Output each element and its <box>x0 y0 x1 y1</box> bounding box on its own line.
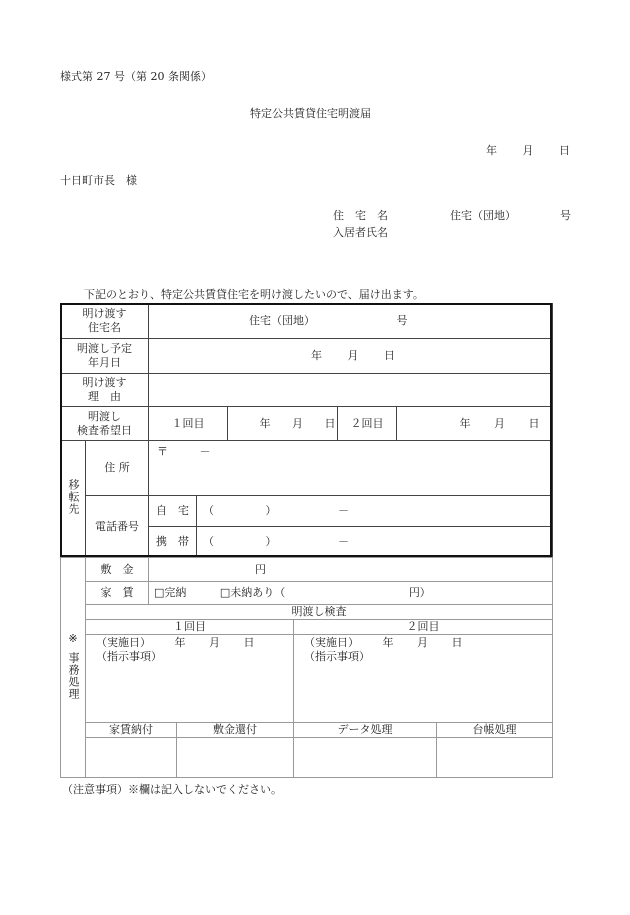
home-phone-label: 自 宅 <box>149 496 197 527</box>
row-reason-field[interactable] <box>149 374 553 407</box>
date-line <box>486 142 570 158</box>
second-day: 日 <box>528 416 540 430</box>
paid-option: □完納 <box>154 586 187 599</box>
address-field[interactable] <box>149 441 553 496</box>
moving-destination-label <box>61 441 86 558</box>
data-processing-header: データ処理 <box>294 723 437 738</box>
mobile-phone-label: 携 帯 <box>149 527 197 558</box>
label-line: 検査希望日 <box>77 423 132 437</box>
second-request-label: ２回目 <box>338 407 397 441</box>
mobile-phone-field[interactable] <box>197 527 553 558</box>
notice-text: （注意事項）※欄は記入しないでください。 <box>62 783 282 796</box>
ledger-processing-header: 台帳処理 <box>437 723 553 738</box>
inspection-second-header: ２回目 <box>294 620 553 635</box>
rent-field <box>149 582 553 605</box>
postal-dash: － <box>199 445 211 458</box>
label-line: 明渡し <box>88 409 121 423</box>
label-line: 明け渡す <box>82 307 127 320</box>
paren-open: （ <box>203 535 214 548</box>
label-line: 明け渡す <box>82 376 127 389</box>
rent-label: 家 賃 <box>86 582 149 605</box>
first-impl-day: 日 <box>243 636 255 649</box>
second-impl-day: 日 <box>451 636 463 649</box>
label-line: 住宅名 <box>88 321 121 334</box>
first-month: 月 <box>292 416 303 430</box>
home-phone-field[interactable] <box>197 496 553 527</box>
document-title: 特定公共賃貸住宅明渡届 <box>250 107 371 120</box>
statement: 下記のとおり、特定公共賃貸住宅を明け渡したいので、届け出ます。 <box>84 288 424 301</box>
phone-dash: － <box>338 535 349 548</box>
form-number: 様式第 27 号（第 20 条関係） <box>60 70 212 83</box>
rent-payment-cell <box>86 738 177 778</box>
planned-year: 年 <box>311 349 322 362</box>
planned-month: 月 <box>347 349 359 362</box>
inspection-second-detail <box>294 635 553 723</box>
row-inspection-label <box>61 407 149 441</box>
first-day: 日 <box>324 416 336 430</box>
second-month: 月 <box>494 416 506 430</box>
deposit-refund-header: 敷金還付 <box>177 723 294 738</box>
moving-destination-text: 移転先 <box>67 479 80 515</box>
deposit-label: 敷 金 <box>86 558 149 582</box>
office-use-table <box>60 557 553 778</box>
addressee: 十日町市長 様 <box>60 174 137 187</box>
inspection-first-header: １回目 <box>86 620 294 635</box>
application-form-table <box>60 303 553 558</box>
second-year: 年 <box>459 416 471 430</box>
instruction-label: （指示事項） <box>96 650 162 663</box>
resident-name-label: 入居者氏名 <box>333 226 388 239</box>
deposit-unit: 円 <box>255 562 266 576</box>
first-year: 年 <box>259 416 271 430</box>
first-impl-year: 年 <box>174 636 186 649</box>
housing-number-suffix: 号 <box>396 314 408 327</box>
office-use-label <box>61 558 86 778</box>
housing-value: 住宅（団地） <box>249 314 315 327</box>
inspection-header: 明渡し検査 <box>86 605 553 620</box>
date-month: 月 <box>522 144 534 157</box>
second-request-date[interactable] <box>397 407 553 441</box>
housing-name-value: 住宅（団地） <box>450 209 516 222</box>
paren-close: ） <box>265 535 277 548</box>
first-request-date[interactable] <box>228 407 338 441</box>
instruction-label: （指示事項） <box>304 650 370 663</box>
address-label: 住 所 <box>86 441 149 496</box>
implementation-label: （実施日） <box>304 636 359 649</box>
unpaid-option: □未納あり（ <box>219 586 286 599</box>
date-day: 日 <box>559 144 570 157</box>
date-year: 年 <box>486 144 497 157</box>
row-planned-date-label <box>61 339 149 374</box>
second-impl-month: 月 <box>417 636 428 649</box>
ledger-processing-cell <box>437 738 553 778</box>
second-impl-year: 年 <box>382 636 394 649</box>
office-use-text: 事務処理 <box>67 651 80 700</box>
row-reason-label <box>61 374 149 407</box>
label-line: 年月日 <box>88 356 121 369</box>
row-planned-date-field[interactable] <box>149 339 553 374</box>
paren-open: （ <box>203 504 214 517</box>
planned-day: 日 <box>384 349 395 362</box>
unpaid-unit: 円） <box>408 586 431 599</box>
rent-payment-header: 家賃納付 <box>86 723 177 738</box>
label-line: 理 由 <box>88 390 121 403</box>
row-housing-name-field[interactable] <box>149 304 553 339</box>
first-request-label: １回目 <box>149 407 228 441</box>
phone-dash: － <box>338 504 349 517</box>
data-processing-cell <box>294 738 437 778</box>
office-mark: ※ <box>68 631 78 645</box>
phone-label: 電話番号 <box>86 496 149 558</box>
inspection-first-detail <box>86 635 294 723</box>
housing-name-label: 住 宅 名 <box>333 209 388 222</box>
deposit-refund-cell <box>177 738 294 778</box>
label-line: 明渡し予定 <box>77 342 132 355</box>
postal-mark: 〒 <box>157 445 168 458</box>
housing-number-suffix: 号 <box>560 209 571 222</box>
first-impl-month: 月 <box>209 636 220 649</box>
implementation-label: （実施日） <box>96 636 151 649</box>
deposit-field <box>149 558 553 582</box>
row-housing-name-label <box>61 304 149 339</box>
paren-close: ） <box>265 504 277 517</box>
